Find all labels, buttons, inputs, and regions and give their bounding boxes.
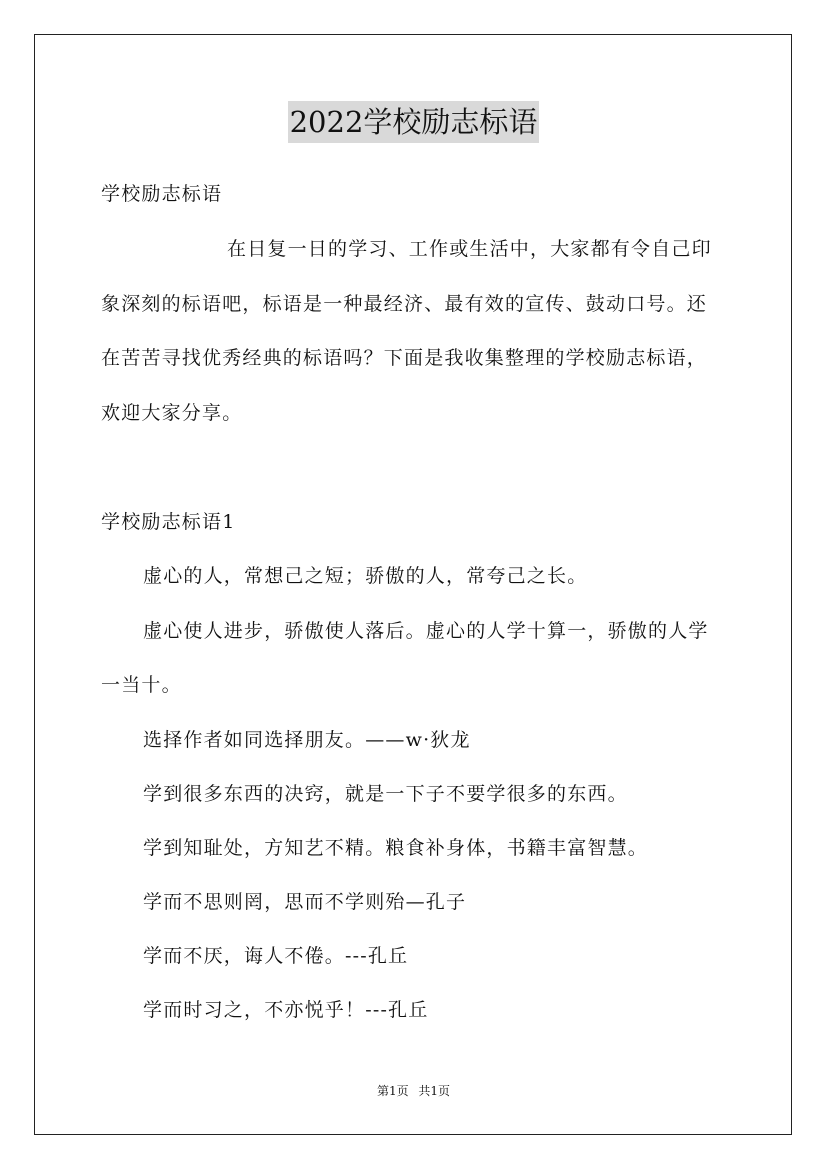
- slogan-line: 学而不厌，诲人不倦。---孔丘: [143, 945, 409, 967]
- intro-line-2: 象深刻的标语吧，标语是一种最经济、最有效的宣传、鼓动口号。还: [101, 293, 708, 315]
- slogan-line: 学到很多东西的决窍，就是一下子不要学很多的东西。: [143, 783, 628, 805]
- page-footer: [0, 1083, 827, 1099]
- slogan-line: 一当十。: [101, 674, 182, 696]
- document-title: 2022学校励志标语: [288, 101, 540, 143]
- slogan-line: 虚心的人，常想己之短；骄傲的人，常夸己之长。: [143, 565, 588, 587]
- intro-line-4: 欢迎大家分享。: [101, 402, 243, 424]
- intro-line-1: 在日复一日的学习、工作或生活中，大家都有令自己印: [227, 238, 712, 260]
- page-total: 共1页: [418, 1084, 451, 1098]
- slogan-line: 学而时习之，不亦悦乎！---孔丘: [143, 999, 429, 1021]
- intro-line-3: 在苦苦寻找优秀经典的标语吗？下面是我收集整理的学校励志标语，: [101, 347, 708, 369]
- page-number: 第1页: [376, 1084, 409, 1098]
- slogan-line: 学到知耻处，方知艺不精。粮食补身体，书籍丰富智慧。: [143, 837, 649, 859]
- title-wrap: [0, 101, 827, 143]
- slogan-line: 选择作者如同选择朋友。——w·狄龙: [143, 729, 471, 751]
- slogan-line: 学而不思则罔，思而不学则殆—孔子: [143, 891, 467, 913]
- slogan-line: 虚心使人进步，骄傲使人落后。虚心的人学十算一，骄傲的人学: [143, 620, 709, 642]
- section-heading: 学校励志标语: [101, 183, 223, 205]
- subsection-heading: 学校励志标语1: [101, 511, 236, 533]
